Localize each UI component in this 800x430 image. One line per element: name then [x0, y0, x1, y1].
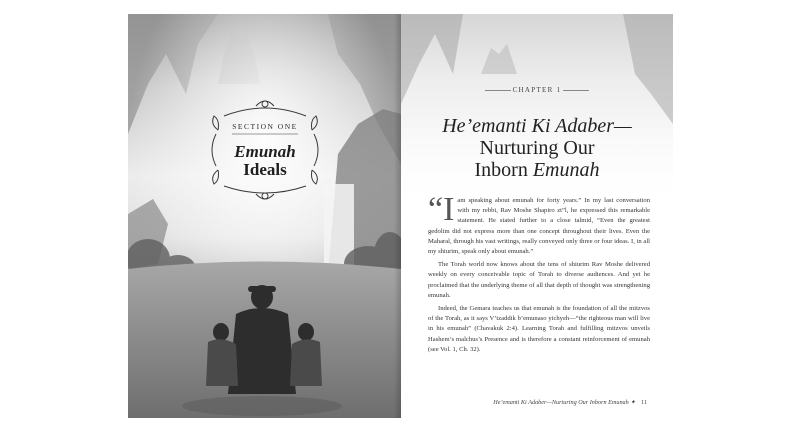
running-footer [441, 399, 647, 406]
paragraph-1 [428, 191, 650, 257]
chapter-title-line3-prefix: Inborn [474, 159, 533, 181]
paragraph-3: Indeed, the Gemara teaches us that emunah is the foundation of all the mitzvos of the Torah, as it says V’tzaddik b’emunaso yichyeh—“the righteous man will live in his emunah” (Chavakuk 2:4). Learning Torah and fulfilling mitzvos unveils Hashem’s malchus’s Presence and is therefore a constant reinforcement of emunah (see Vol. 1, Ch. 32). [428, 305, 650, 353]
book-spread [128, 14, 673, 418]
section-title [204, 143, 326, 179]
chapter-title-line3 [421, 159, 653, 181]
paragraph-2: The Torah world now knows about the tens of shiurim Rav Moshe delivered weekly on every conceivable topic of Torah to diverse audiences. And yet he proclaimed that the underlying theme of all that depth of thought was strengthening emunah. [428, 261, 650, 299]
chapter-body [428, 191, 650, 358]
ornament-icon: ✦ [630, 399, 636, 406]
chapter-title-line3-italic: Emunah [532, 159, 600, 181]
section-emblem [204, 94, 326, 206]
chapter-rule-right [563, 90, 589, 91]
chapter-label: CHAPTER 1 [512, 86, 562, 94]
landscape-illustration [128, 14, 401, 418]
left-page [128, 14, 401, 418]
section-title-line2: Ideals [243, 160, 287, 179]
page-number: 11 [641, 399, 647, 406]
section-title-line1: Emunah [234, 142, 296, 161]
drop-cap: “I [428, 191, 455, 228]
chapter-title [421, 115, 653, 181]
chapter-title-line1: He’emanti Ki Adaber— [442, 115, 632, 137]
chapter-title-line2: Nurturing Our [479, 137, 595, 159]
running-head: He’emanti Ki Adaber—Nurturing Our Inborn Emunah [493, 399, 629, 406]
paragraph-1-text: am speaking about emunah for forty years.” In my last conversation with my rebbi, Rav Moshe Shapiro zt”l, he expressed this remarkable statement. He stated further to a close talmid, “Even the greatest gedolim did not express more than one concept throughout their lives. Even the Maharal, through his vast writings, really conveyed only three or four ideas. I, in all my shiurim, speak only about emunah.” [428, 197, 650, 256]
section-label: SECTION ONE [232, 122, 298, 131]
right-page [401, 14, 673, 418]
